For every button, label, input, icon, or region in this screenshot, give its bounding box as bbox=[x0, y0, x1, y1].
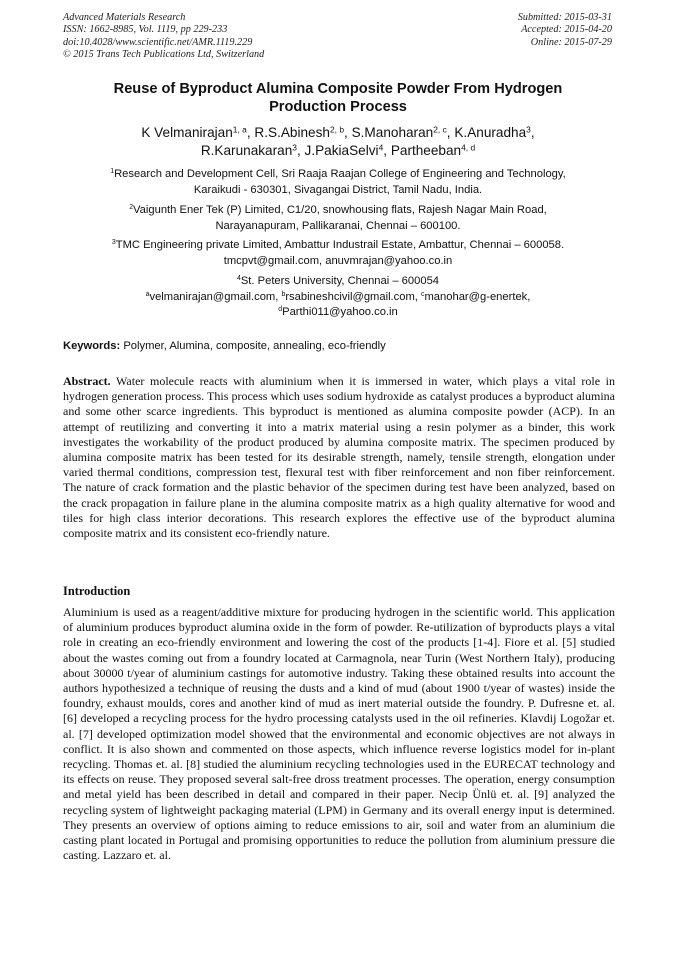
author-sup: 4 bbox=[378, 142, 384, 153]
author-sup: 2, c bbox=[433, 124, 447, 135]
email-sup: d bbox=[278, 306, 283, 314]
email-sup: b bbox=[281, 290, 286, 298]
author-name: J.PakiaSelvi bbox=[304, 143, 379, 158]
author-name: R.S.Abinesh bbox=[254, 125, 330, 140]
keywords-text: Polymer, Alumina, composite, annealing, eco-friendly bbox=[123, 340, 386, 352]
email-address: rsabineshcivil@gmail.com, bbox=[285, 290, 422, 303]
author-name: Partheeban bbox=[390, 143, 462, 158]
affiliation-text: St. Peters University, Chennai – 600054 bbox=[240, 275, 440, 287]
email-line-1 bbox=[60, 290, 616, 306]
author-line-2: R.Karunakaran$^3$, J.PakiaSelvi$^4$, Partheeban$^{4, d}$ bbox=[200, 142, 476, 158]
author-name: R.Karunakaran bbox=[200, 143, 293, 158]
email-address: manohar@g-enertek, bbox=[424, 290, 531, 303]
doi: doi:10.4028/www.scientific.net/AMR.1119.229 bbox=[63, 36, 253, 48]
affiliation-line bbox=[60, 167, 616, 183]
paper-title bbox=[60, 80, 616, 116]
abstract-text: Water molecule reacts with aluminium when it is immersed in water, which plays a vital role in hydrogen generation process. This process which uses sodium hydroxide as catalyst produces a byproduct alumina and some other scarce ingredients. This byproduct is mentioned as alumina composite powder (ACP). In an attempt of reutilizing and converting it into a matrix material using a resin polymer as a binder, this work investigates the workability of the product produced by alumina composite matrix. The specimen produced by alumina composite matrix has been tested for its desirable strength, namely, tensile strength, elongation under varied thermal conditions, compression test, flexural test with fiber reinforcement and non fiber reinforcement. The nature of crack formation and the plastic behavior of the specimen during test have been analyzed, based on the crack propagation in failure plane in the alumina composite matrix as a high quality alternative for wood and tiles for high class interior decorations. This research explores the effective use of the byproduct alumina composite matrix and its consistent eco-friendly nature. bbox=[63, 374, 615, 541]
affiliation-line bbox=[60, 238, 616, 254]
author-name: S.Manoharan bbox=[351, 125, 434, 140]
issn: ISSN: 1662-8985, Vol. 1119, pp 229-233 bbox=[63, 24, 228, 36]
author-name: K.Anuradha bbox=[454, 125, 527, 140]
affiliation-3 bbox=[60, 238, 616, 269]
affiliation-2 bbox=[60, 203, 616, 234]
affiliation-text: tmcpvt@gmail.com, anuvmrajan@yahoo.co.in bbox=[223, 254, 453, 267]
author-sup: 2, b bbox=[329, 124, 345, 135]
author-line-1: K Velmanirajan$^{1, a}$, R.S.Abinesh$^{2, b}$, S.Manoharan$^{2, c}$, K.Anuradha$^3$, bbox=[141, 124, 535, 140]
affiliation-sup: 1 bbox=[110, 168, 115, 176]
author-sup: 3 bbox=[526, 124, 531, 135]
email-address: Parthi011@yahoo.co.in bbox=[282, 306, 398, 318]
copyright: © 2015 Trans Tech Publications Ltd, Switzerland bbox=[63, 49, 265, 61]
author-sup: 1, a bbox=[232, 124, 247, 135]
affiliation-text: TMC Engineering private Limited, Ambattur Industrail Estate, Ambattur, Chennai – 600058. bbox=[115, 239, 565, 251]
author-sup: 3 bbox=[292, 142, 297, 153]
submitted-date: Submitted: 2015-03-31 bbox=[517, 12, 612, 23]
journal-info bbox=[63, 12, 264, 62]
author-list bbox=[60, 124, 616, 160]
email-sup: c bbox=[421, 290, 425, 298]
affiliation-sup: 2 bbox=[129, 204, 134, 212]
affiliation-line bbox=[60, 203, 616, 219]
abstract-label: Abstract. bbox=[63, 374, 111, 388]
keywords-label: Keywords: bbox=[63, 340, 121, 352]
online-date: Online: 2015-07-29 bbox=[530, 36, 612, 48]
journal-name: Advanced Materials Research bbox=[63, 12, 186, 23]
dates-info bbox=[518, 12, 612, 49]
author-name: K Velmanirajan bbox=[141, 125, 233, 140]
introduction-text: Aluminium is used as a reagent/additive mixture for producing hydrogen in the scientific world. This application of aluminium produces byproduct alumina oxide in the form of powder. Re-utilization of byproducts plays a vital role in creating an eco-friendly environment and lowering the cost of the products [1-4]. Fiore et al. [5] studied about the wastes coming out from a foundry located at Carmagnola, near Turin (West Northern Italy), producing about 30000 t/year of aluminium castings for automotive industry. Taking these obtained results into account the authors hypothesized a technique of reusing the dusts and a kind of mud (about 1900 t/year of wastes) inside the foundry, exhaust moulds, cores and another kind of mud as inert material outside the foundry. P. Dufresne et. al. [6] developed a recycling process for the hydro processing catalysts used in the oil refineries. Klavdij Logožar et. al. [7] developed optimization model showed that the environmental and economic objectives are not always in conflict. It is also shown and commented on those aspects, which influence reverse logistics model for in-plant recycling. Thomas et. al. [8] studied the aluminium recycling technologies used in the EURECAT technology and its effects on reuse. They proposed several salt-free dross treatment processes. The operation, energy consumption and metal yield has been described in detail and compared in their paper. Necip Ünlü et. al. [9] analyzed the recycling system of lightweight packaging material (LPM) in Germany and its overall energy input is determined. They presents an overview of options aiming to reduce emissions to air, soil and water from an aluminium die casting plant located in Portugal and promising opportunities to reduce the pollution from aluminium pressure die casting. Lazzaro et. al. bbox=[63, 605, 615, 863]
author-sup: 4, d bbox=[461, 142, 476, 153]
affiliation-4 bbox=[60, 274, 616, 321]
email-address: velmanirajan@gmail.com, bbox=[149, 290, 282, 303]
affiliation-sup: 4 bbox=[236, 275, 241, 283]
affiliation-text: Karaikudi - 630301, Sivagangai District, Tamil Nadu, India. bbox=[193, 183, 483, 196]
affiliation-sup: 3 bbox=[111, 239, 116, 247]
accepted-date: Accepted: 2015-04-20 bbox=[521, 24, 612, 36]
section-heading-introduction: Introduction bbox=[63, 584, 131, 598]
email-sup: a bbox=[145, 290, 150, 298]
abstract bbox=[63, 374, 615, 541]
keywords bbox=[63, 339, 615, 353]
affiliation-text: Vaigunth Ener Tek (P) Limited, C1/20, snowhousing flats, Rajesh Nagar Main Road, bbox=[133, 204, 547, 216]
title-line-2: Production Process bbox=[269, 99, 407, 115]
affiliation-line bbox=[60, 274, 616, 290]
affiliation-1 bbox=[60, 167, 616, 198]
affiliation-text: Narayanapuram, Pallikaranai, Chennai – 600100. bbox=[215, 219, 461, 232]
title-line-1: Reuse of Byproduct Alumina Composite Powder From Hydrogen bbox=[113, 81, 563, 97]
affiliation-text: Research and Development Cell, Sri Raaja Raajan College of Engineering and Technology, bbox=[114, 168, 566, 180]
email-line-2 bbox=[60, 305, 616, 321]
